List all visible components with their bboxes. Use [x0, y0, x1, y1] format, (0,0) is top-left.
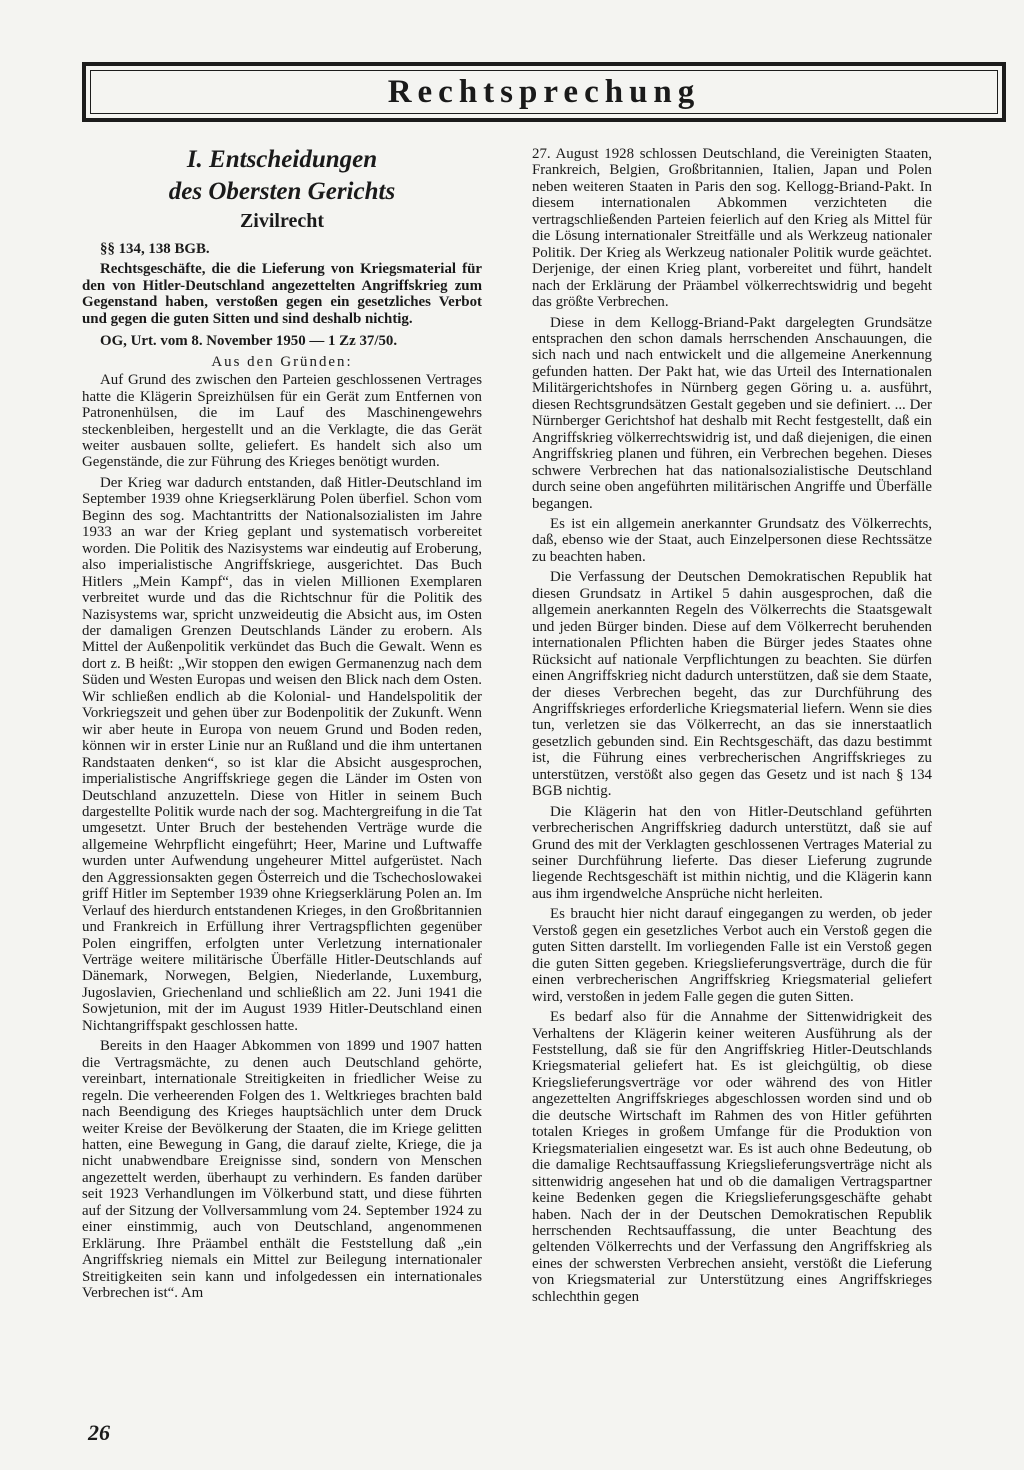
- body-paragraph: Es braucht hier nicht darauf eingegangen zu werden, ob jeder Verstoß gegen ein gesetzliches Verbot auch ein Verstoß gegen die guten Sitten darstellt. Im vorliegenden Falle ist ein Verstoß gegen die guten Sitten gegeben. Kriegslieferungsverträge, durch die für einen verbrecherischen Angriffskrieg Kriegsmaterial geliefert wird, verstoßen in jedem Falle gegen die guten Sitten.: [532, 906, 932, 1005]
- page-number: 26: [88, 1420, 110, 1445]
- headnote: Rechtsgeschäfte, die die Lieferung von Kriegsmaterial für den von Hitler-Deutschland angezettelten Angriffskrieg zum Gegenstand haben, verstoßen gegen ein gesetzliches Verbot und gegen die guten Sitten und sind deshalb nichtig.: [82, 261, 482, 327]
- reasons-heading: Aus den Gründen:: [211, 353, 353, 370]
- banner-title: Rechtsprechung: [387, 73, 701, 110]
- body-paragraph: Es ist ein allgemein anerkannter Grundsatz des Völkerrechts, daß, ebenso wie der Staat, auch Einzelpersonen diese Rechtssätze zu beachten haben.: [532, 515, 932, 565]
- body-paragraph: Diese in dem Kellogg-Briand-Pakt dargelegten Grundsätze entsprachen den schon damals herrschenden Anschauungen, die sich nach und nach entwickelt und die allgemeine Anerkennung gefunden hatten. Der Pakt hat, wie das Urteil des Internationalen Militärgerichtshofes in Nürnberg gegen Göring u. a. ausführt, diesen Rechtsgrundsätzen Gestalt gegeben und sie definiert. ... Der Nürnberger Gerichtshof hat deshalb mit Recht festgestellt, daß ein Angriffskrieg völkerrechtswidrig ist, und daß diejenigen, die einen Angriffskrieg planen und führen, ein Verbrechen begehen. Dieses schwere Verbrechen hat das nationalsozialistische Deutschland durch seine oben angeführten militärischen Angriffe und Überfälle begangen.: [532, 314, 932, 512]
- section-title-line-1: I. Entscheidungen: [186, 146, 378, 173]
- body-paragraph: Bereits in den Haager Abkommen von 1899 und 1907 hatten die Vertragsmächte, zu denen auch Deutschland gehörte, vereinbart, internationale Streitigkeiten in friedlicher Weise zu regeln. Die verheerenden Folgen des 1. Weltkrieges brachten bald nach Beendigung des Krieges hauptsächlich unter dem Druck weiter Kreise der Bevölkerung der Staaten, die im Kriege gelitten hatten, eine Bewegung in Gang, die darauf zielte, Kriege, die ja nicht unabwendbare Ereignisse sind, sondern von Menschen angezettelt werden, überhaupt zu verhindern. Es fanden darüber seit 1923 Verhandlungen im Völkerbund statt, und diese führten auf der Sitzung der Vollversammlung vom 24. September 1924 zu einer einstimmig, auch von Deutschland, angenommenen Erklärung. Ihre Präambel enthält die Feststellung daß „ein Angriffskrieg niemals ein Mittel zur Beilegung internationaler Streitigkeiten sein kann und infolgedessen ein internationales Verbrechen ist“. Am: [82, 1038, 482, 1302]
- right-column: [532, 146, 932, 1309]
- legal-norms: §§ 134, 138 BGB.: [100, 241, 210, 257]
- body-paragraph-continued: 27. August 1928 schlossen Deutschland, die Vereinigten Staaten, Frankreich, Belgien, Großbritannien, Italien, Japan und Polen neben weiteren Staaten in Paris den sog. Kellogg-Briand-Pakt. In diesem internationalen Abkommen verzichteten die vertragschließenden Parteien feierlich auf den Krieg als Mittel für die Lösung internationaler Streitfälle und als Werkzeug nationaler Politik. Der Krieg als Werkzeug nationaler Politik wurde geächtet. Derjenige, der einen Krieg plant, vorbereitet und führt, handelt nach der Erklärung der Präambel völkerrechtswidrig und begeht das größte Verbrechen.: [532, 146, 932, 311]
- left-column: [82, 143, 482, 1306]
- section-banner: [82, 62, 1006, 122]
- body-paragraph: Auf Grund des zwischen den Parteien geschlossenen Vertrages hatte die Klägerin Spreizhülsen für ein Gerät zum Entfernen von Patronenhülsen, die im Lauf des Maschinengewehrs steckenbleiben, hergestellt und an die Verklagte, die das Gerät weiter ausbauen sollte, geliefert. Es handelt sich also um Gegenstände, die zur Führung des Krieges benötigt wurden.: [82, 372, 482, 471]
- body-paragraph: Der Krieg war dadurch entstanden, daß Hitler-Deutschland im September 1939 ohne Kriegserklärung Polen überfiel. Schon vom Beginn des sog. Machtantritts der Nationalsozialisten im Jahre 1933 an war der Krieg geplant und systematisch vorbereitet worden. Die Politik des Nazisystems war eindeutig auf Eroberung, also imperialistische Angriffskriege, ausgerichtet. Das Buch Hitlers „Mein Kampf“, das in vielen Millionen Exemplaren verbreitet wurde und das die Richtschnur für die Politik des Nazisystems war, spricht unzweideutig die Absicht aus, im Osten der damaligen Grenzen Deutschlands Länder zu erobern. Als Mittel der Außenpolitik verkündet das Buch die Gewalt. Wenn es dort z. B heißt: „Wir stoppen den ewigen Germanenzug nach dem Süden und Westen Europas und weisen den Blick nach dem Osten. Wir schließen endlich ab die Kolonial- und Handelspolitik der Vorkriegszeit und gehen über zur Bodenpolitik der Zukunft. Wenn wir aber heute in Europa von neuem Grund und Boden reden, können wir in erster Linie nur an Rußland und die ihm untertanen Randstaaten denken“, so ist klar die Absicht ausgesprochen, imperialistische Angriffskriege gegen die Länder im Osten von Deutschland anzuzetteln. Diese von Hitler in seinem Buch dargestellte Politik wurde nach der sog. Machtergreifung in die Tat umgesetzt. Unter Bruch der bestehenden Verträge wurde die allgemeine Wehrpflicht eingeführt; Heer, Marine und Luftwaffe wurden unter Aufwendung ungeheurer Mittel aufgerüstet. Nach den Aggressionsakten gegen Österreich und die Tschechoslowakei griff Hitler im September 1939 ohne Kriegserklärung Polen an. Im Verlauf des hierdurch entstandenen Krieges, in den Großbritannien und Frankreich in Erfüllung ihrer Vertragspflichten gegenüber Polen eingriffen, erfolgten unter Verletzung internationaler Verträge weitere militärische Überfälle Hitler-Deutschlands auf Dänemark, Norwegen, Belgien, Niederlande, Luxemburg, Jugoslavien, Griechenland und schließlich am 22. Juni 1941 die Sowjetunion, mit der im August 1939 Hitler-Deutschland einen Nichtangriffspakt geschlossen hatte.: [82, 474, 482, 1034]
- body-paragraph: Es bedarf also für die Annahme der Sittenwidrigkeit des Verhaltens der Klägerin keiner weiteren Ausführung als der Feststellung, daß sie für den Angriffskrieg Hitler-Deutschlands Kriegsmaterial geliefert hat. Es ist gleichgültig, ob diese Kriegslieferungsverträge vor oder während des von Hitler angezettelten Angriffskrieges abgeschlossen worden sind und ob die deutsche Wirtschaft im Rahmen des von Hitler geführten totalen Krieges in großem Umfange für die Produktion von Kriegsmaterialien eingesetzt war. Es ist auch ohne Bedeutung, ob die damalige Rechtsauffassung Kriegslieferungsverträge nicht als sittenwidrig angesehen hat und ob die damaligen Vertragspartner keine Bedenken gegen die Kriegslieferungsgeschäfte gehabt haben. Nach der in der Deutschen Demokratischen Republik herrschenden Rechtsauffassung, die unter Beachtung des geltenden Völkerrechts und der Verfassung den Angriffskrieg als eines der schwersten Verbrechen ansieht, verstößt die Lieferung von Kriegsmaterial zur Unterstützung eines Angriffskrieges schlechthin gegen: [532, 1009, 932, 1305]
- section-title-line-2: des Obersten Gerichts: [168, 178, 396, 205]
- court-citation: OG, Urt. vom 8. November 1950 — 1 Zz 37/50.: [100, 333, 398, 350]
- body-paragraph: Die Verfassung der Deutschen Demokratischen Republik hat diesen Grundsatz in Artikel 5 dahin ausgesprochen, daß die allgemein anerkannten Regeln des Völkerrechts die Staatsgewalt und jeden Bürger binden. Diese auf dem Völkerrecht beruhenden internationalen Pflichten haben die Bürger jedes Staates ohne Rücksicht auf nationale Verpflichtungen zu beachten. Sie dürfen einen Angriffskrieg nicht dadurch unterstützen, daß sie dem Staate, der dieses Verbrechen begeht, das zur Durchführung des Angriffskrieges erforderliche Kriegsmaterial liefern. Wenn sie dies tun, verletzen sie das Völkerrecht, an das sie innerstaatlich gesetzlich gebunden sind. Ein Rechtsgeschäft, das dazu bestimmt ist, die Führung eines verbrecherischen Angriffskrieges zu unterstützen, verstößt also gegen das Gesetz und ist nach § 134 BGB nichtig.: [532, 569, 932, 800]
- subsection-title: Zivilrecht: [239, 210, 325, 232]
- body-paragraph: Die Klägerin hat den von Hitler-Deutschland geführten verbrecherischen Angriffskrieg dadurch unterstützt, daß sie auf Grund des mit der Verklagten geschlossenen Vertrages Material zu seiner Durchführung lieferte. Das dieser Lieferung zugrunde liegende Rechtsgeschäft ist mithin nichtig, und die Klägerin kann aus ihm irgendwelche Ansprüche nicht herleiten.: [532, 803, 932, 902]
